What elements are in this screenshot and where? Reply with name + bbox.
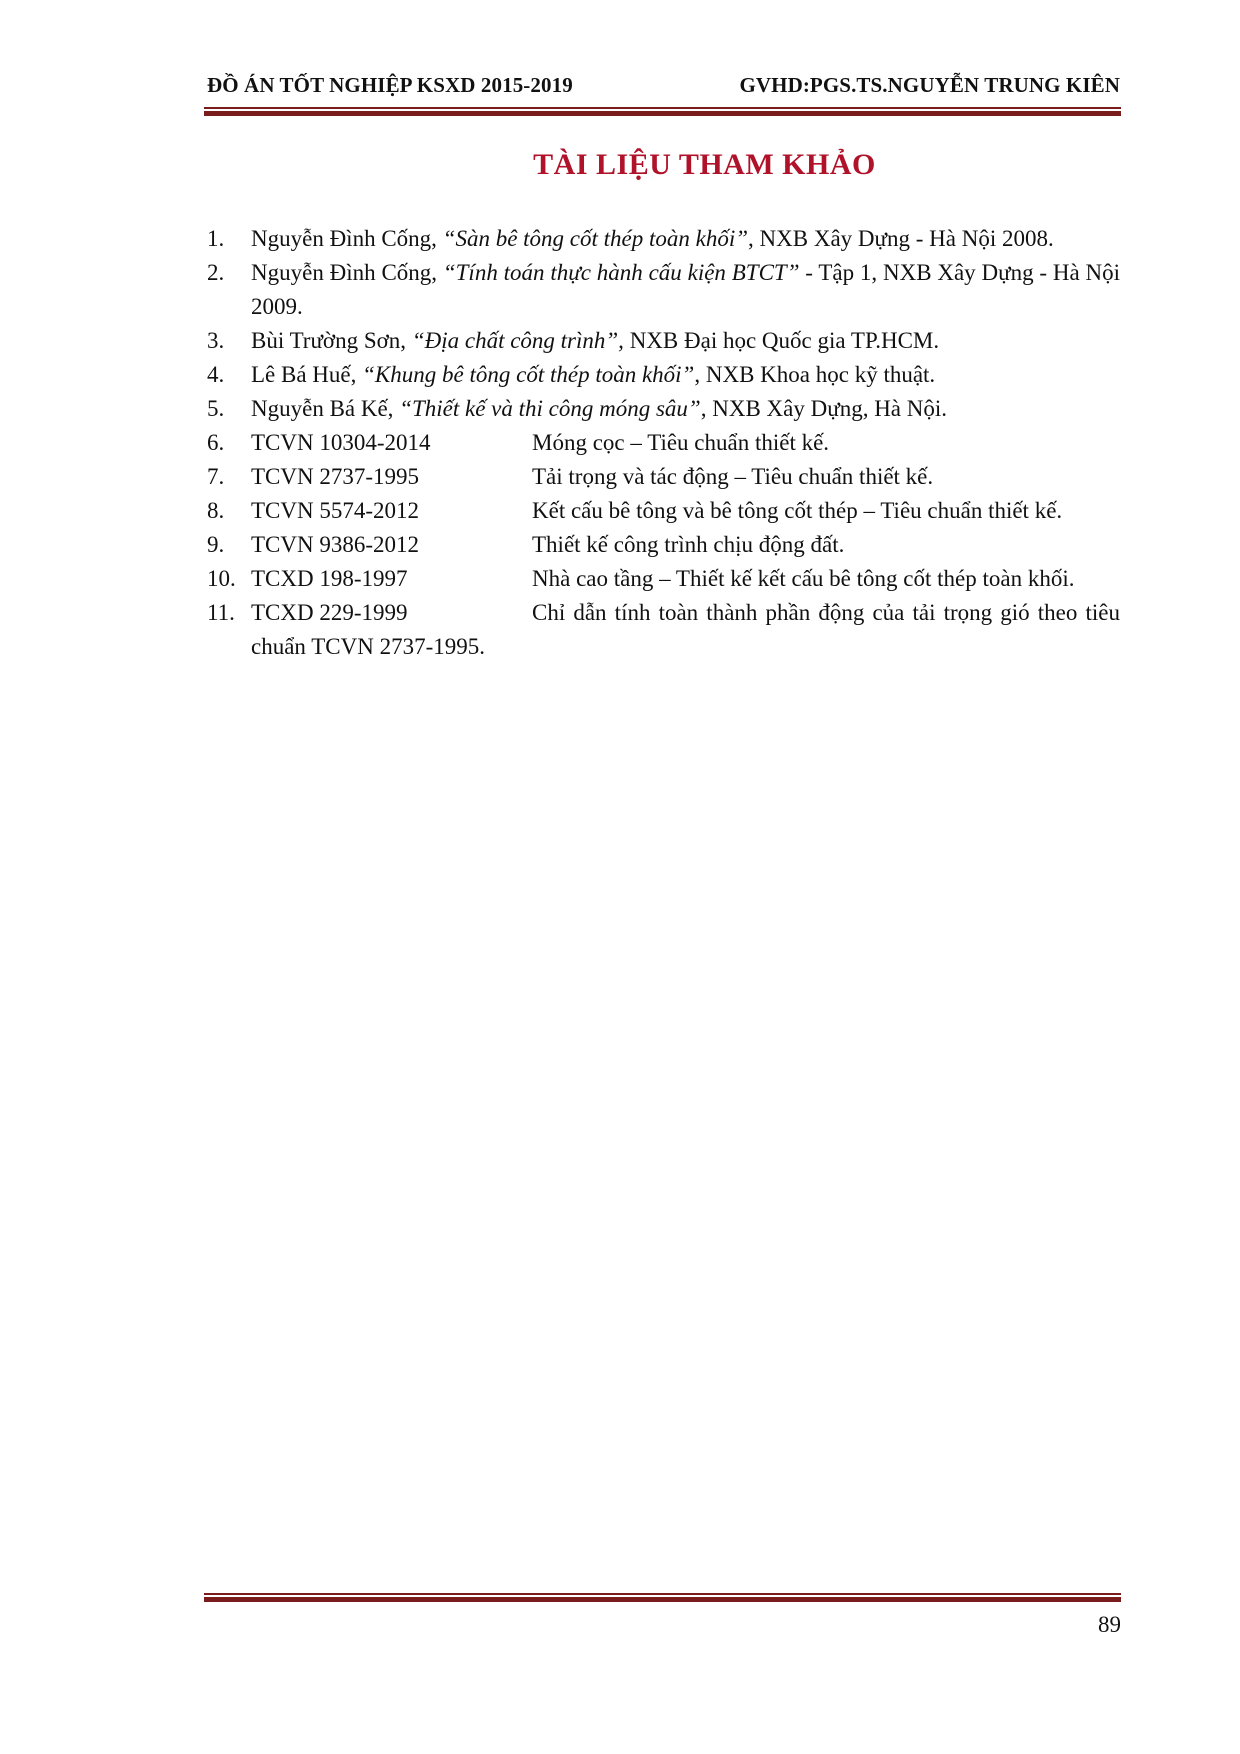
standard-description: Móng cọc – Tiêu chuẩn thiết kế. <box>532 430 830 455</box>
item-number: 7. <box>207 464 225 489</box>
item-number: 5. <box>207 396 225 421</box>
list-item <box>205 426 1120 460</box>
header-supervisor: GVHD:PGS.TS.NGUYỄN TRUNG KIÊN <box>739 73 1120 97</box>
standard-code: TCXD 229-1999 <box>251 600 408 625</box>
standard-description: Nhà cao tầng – Thiết kế kết cấu bê tông cốt thép toàn khối. <box>532 566 1075 591</box>
author: Nguyễn Đình Cống, <box>251 260 443 285</box>
standard-description: Tải trọng và tác động – Tiêu chuẩn thiết kế. <box>532 464 934 489</box>
author: Lê Bá Huế, <box>251 362 363 387</box>
item-number: 6. <box>207 430 225 455</box>
standard-description: Kết cấu bê tông và bê tông cốt thép – Tiêu chuẩn thiết kế. <box>532 498 1063 523</box>
item-number: 1. <box>207 226 225 251</box>
publisher: NXB Đại học Quốc gia TP.HCM. <box>623 328 940 353</box>
list-item <box>205 562 1120 596</box>
list-item <box>205 460 1120 494</box>
page-number: 89 <box>1098 1612 1121 1637</box>
item-number: 9. <box>207 532 225 557</box>
book-title: “Thiết kế và thi công móng sâu” <box>399 396 701 421</box>
standard-code: TCVN 5574-2012 <box>251 498 420 523</box>
author: Nguyễn Đình Cống, <box>251 226 443 251</box>
item-number: 4. <box>207 362 225 387</box>
footer-rule <box>204 1593 1121 1602</box>
standard-code: TCXD 198-1997 <box>251 566 408 591</box>
list-item <box>205 596 1120 664</box>
reference-list <box>205 222 1120 664</box>
item-number: 3. <box>207 328 225 353</box>
item-number: 11. <box>207 600 235 625</box>
item-number: 2. <box>207 260 225 285</box>
publisher: - Tập 1, NXB Xây Dựng - Hà Nội 2009. <box>251 260 1120 319</box>
author: Nguyễn Bá Kế, <box>251 396 400 421</box>
item-number: 10. <box>207 566 236 591</box>
book-title: “Tính toán thực hành cấu kiện BTCT” <box>442 260 800 285</box>
standard-code: TCVN 10304-2014 <box>251 430 431 455</box>
list-item <box>205 358 1120 392</box>
page-title: TÀI LIỆU THAM KHẢO <box>533 148 876 181</box>
list-item <box>205 528 1120 562</box>
list-item <box>205 256 1120 324</box>
standard-description: Chỉ dẫn tính toàn thành phần động của tải trọng gió theo tiêu chuẩn TCVN 2737-1995. <box>251 600 1120 659</box>
item-number: 8. <box>207 498 225 523</box>
list-item <box>205 392 1120 426</box>
list-item <box>205 324 1120 358</box>
publisher: , NXB Xây Dựng - Hà Nội 2008. <box>748 226 1054 251</box>
publisher: , NXB Khoa học kỹ thuật. <box>694 362 936 387</box>
list-item <box>205 494 1120 528</box>
book-title: “Địa chất công trình”, <box>411 328 624 353</box>
standard-description: Thiết kế công trình chịu động đất. <box>532 532 845 557</box>
publisher: , NXB Xây Dựng, Hà Nội. <box>700 396 948 421</box>
standard-code: TCVN 2737-1995 <box>251 464 420 489</box>
page-header <box>205 73 1120 99</box>
standard-code: TCVN 9386-2012 <box>251 532 420 557</box>
book-title: “Sàn bê tông cốt thép toàn khối” <box>442 226 749 251</box>
author: Bùi Trường Sơn, <box>251 328 412 353</box>
header-rule <box>204 107 1121 116</box>
book-title: “Khung bê tông cốt thép toàn khối” <box>362 362 695 387</box>
list-item <box>205 222 1120 256</box>
header-project-title: ĐỒ ÁN TỐT NGHIỆP KSXD 2015-2019 <box>207 73 573 97</box>
